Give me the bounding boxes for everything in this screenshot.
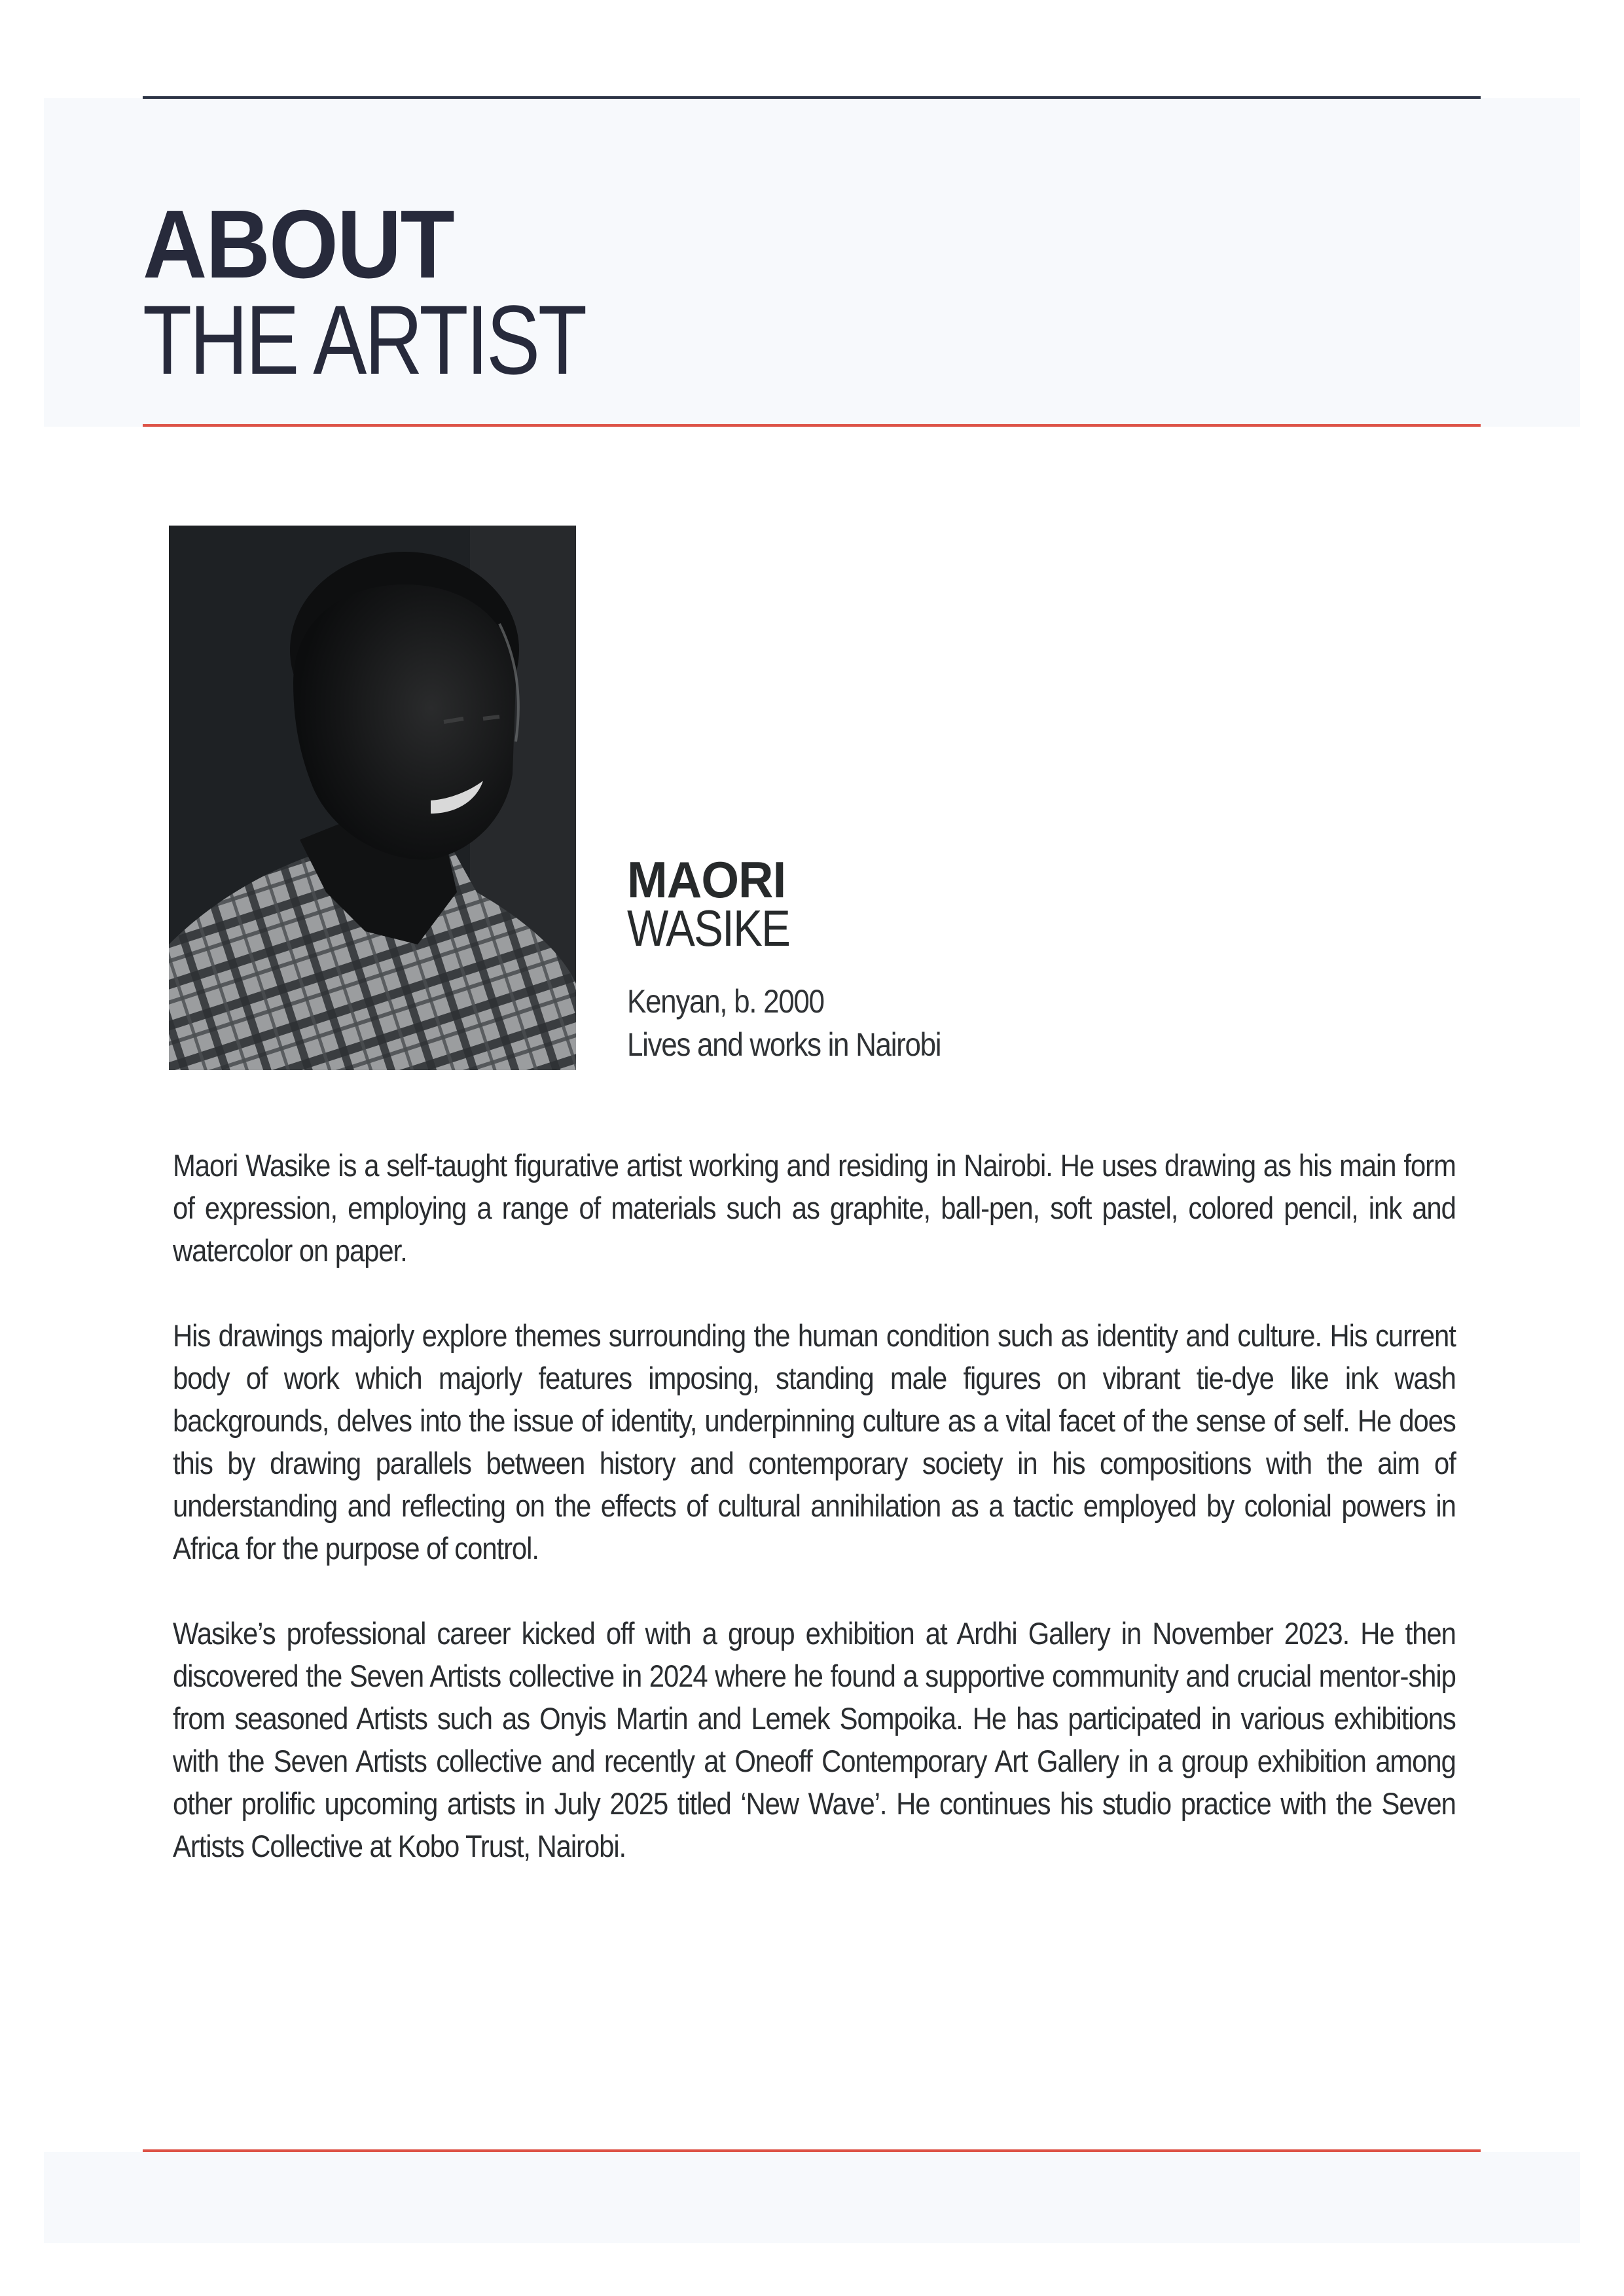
page-title-bold: ABOUT — [143, 190, 454, 298]
artist-first-name: MAORI — [627, 851, 786, 908]
artist-nationality: Kenyan, b. 2000 — [627, 983, 824, 1020]
artist-location: Lives and works in Nairobi — [627, 1026, 941, 1063]
page-title — [143, 190, 682, 395]
artist-portrait — [169, 526, 576, 1070]
artist-meta — [627, 980, 941, 1066]
footer-top-rule — [143, 2149, 1481, 2152]
artist-info — [627, 851, 984, 1066]
bio-paragraph: Maori Wasike is a self-taught figurative artist working and residing in Nairobi. He uses drawing as his main form of expression, employing a range of materials such as graphite, ball-pen, soft pastel, colored pencil, ink and watercolor on paper. — [173, 1148, 1456, 1268]
artist-biography — [173, 1144, 1456, 1910]
bio-paragraph: Wasike’s professional career kicked off with a group exhibition at Ardhi Gallery in November 2023. He then discovered the Seven Artists collective in 2024 where he found a supportive community and crucial mentor-ship from seasoned Artists such as Onyis Martin and Lemek Sompoika. He has participated in various exhibitions with the Seven Artists collective and recently at Oneoff Contemporary Art Gallery in a group exhibition among other prolific upcoming artists in July 2025 titled ‘New Wave’. He continues his studio practice with the Seven Artists Collective at Kobo Trust, Nairobi. — [173, 1616, 1456, 1863]
header-bottom-rule — [143, 424, 1481, 427]
header-top-rule — [143, 96, 1481, 99]
artist-last-name: WASIKE — [627, 899, 790, 957]
bio-paragraph: His drawings majorly explore themes surrounding the human condition such as identity and culture. His current body of work which majorly features imposing, standing male figures on vibrant tie-dye like ink wash backgrounds, delves into the issue of identity, underpinning culture as a vital facet of the sense of self. He does this by drawing parallels between history and contemporary society in his compositions with the aim of understanding and reflecting on the effects of cultural annihilation as a tactic employed by colonial powers in Africa for the purpose of control. — [173, 1318, 1456, 1566]
page-title-light: THE ARTIST — [143, 285, 585, 395]
footer-panel — [44, 2152, 1580, 2243]
